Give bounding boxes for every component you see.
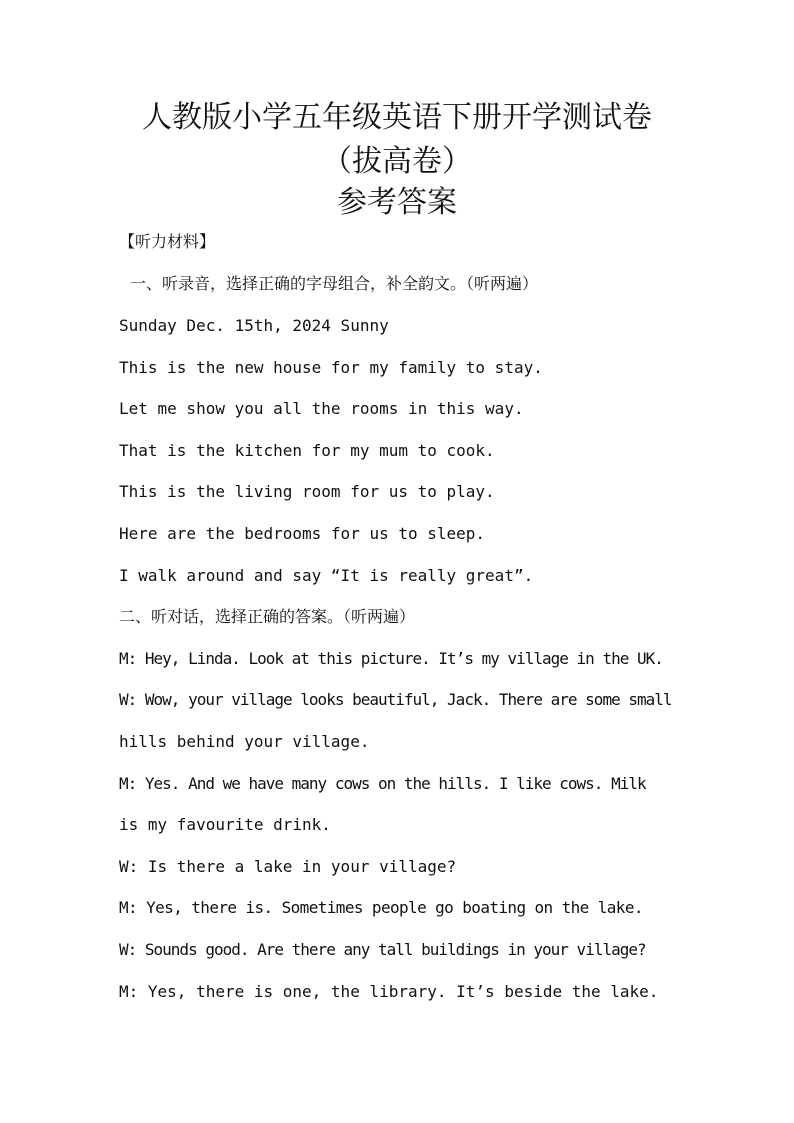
dialogue-line: M: Yes. And we have many cows on the hills. I like cows. Milk bbox=[119, 774, 646, 793]
dialogue-line: hills behind your village. bbox=[119, 732, 370, 751]
text-line: Sunday Dec. 15th, 2024 Sunny bbox=[119, 316, 389, 335]
dialogue-line: M: Yes, there is one, the library. It’s beside the lake. bbox=[119, 982, 659, 1001]
text-line: This is the new house for my family to stay. bbox=[119, 358, 543, 377]
dialogue-line: W: Sounds good. Are there any tall buildings in your village? bbox=[119, 940, 646, 959]
dialogue-line: W: Is there a lake in your village? bbox=[119, 857, 457, 876]
text-line: I walk around and say “It is really great”. bbox=[119, 566, 534, 585]
text-line: This is the living room for us to play. bbox=[119, 482, 495, 501]
text-line: Here are the bedrooms for us to sleep. bbox=[119, 524, 486, 543]
text-line: Let me show you all the rooms in this way. bbox=[119, 399, 524, 418]
dialogue-line: M: Hey, Linda. Look at this picture. It’s my village in the UK. bbox=[119, 649, 663, 668]
answer-key-heading: 参考答案 bbox=[337, 185, 457, 220]
document-title: 人教版小学五年级英语下册开学测试卷 bbox=[142, 100, 652, 135]
document-subtitle: （拔高卷） bbox=[322, 144, 472, 179]
part1-heading: 一、听录音，选择正确的字母组合，补全韵文。（听两遍） bbox=[130, 274, 539, 293]
dialogue-line: is my favourite drink. bbox=[119, 815, 331, 834]
dialogue-line: M: Yes, there is. Sometimes people go boating on the lake. bbox=[119, 898, 643, 917]
dialogue-line: W: Wow, your village looks beautiful, Jack. There are some small bbox=[119, 690, 672, 709]
listening-material-label: 【听力材料】 bbox=[119, 232, 216, 251]
part2-heading: 二、听对话，选择正确的答案。（听两遍） bbox=[119, 607, 416, 626]
text-line: That is the kitchen for my mum to cook. bbox=[119, 441, 495, 460]
